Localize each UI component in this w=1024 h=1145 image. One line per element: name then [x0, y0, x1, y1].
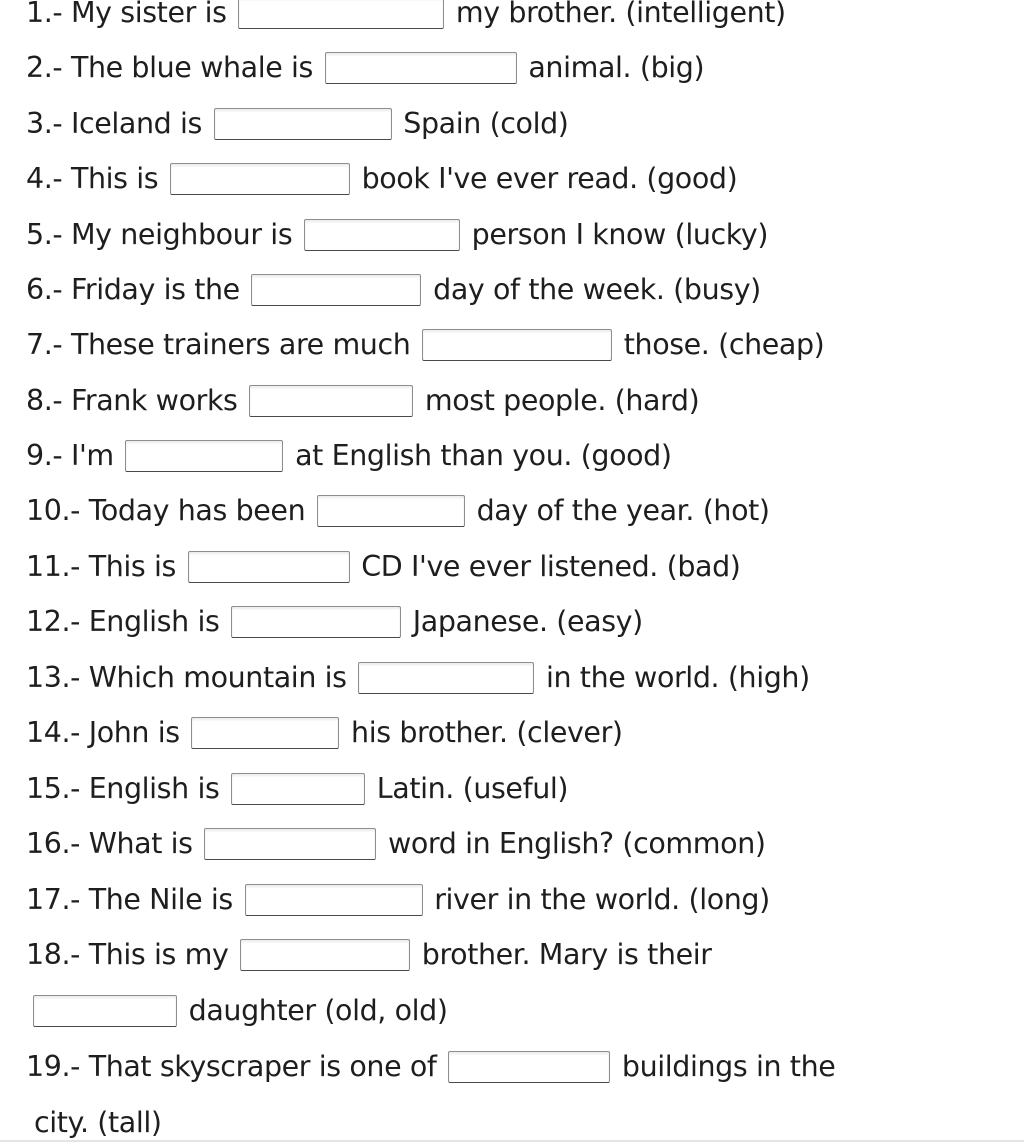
- exercise-11: [26, 546, 741, 586]
- exercise-number: 13.-: [26, 661, 81, 694]
- answer-input-10[interactable]: [317, 495, 465, 527]
- exercise-text-before: This is: [70, 162, 159, 195]
- exercise-text-before: This is my: [88, 938, 229, 971]
- exercise-text-before: Iceland is: [70, 107, 202, 140]
- answer-input-2[interactable]: [325, 52, 517, 84]
- exercise-text-after: at English than you. (good): [295, 439, 672, 472]
- exercise-19-continuation: [34, 1102, 162, 1142]
- exercise-number: 6.-: [26, 273, 63, 306]
- exercise-text-before: My sister is: [70, 0, 227, 29]
- exercise-text-after: buildings in the: [621, 1050, 836, 1083]
- answer-input-7[interactable]: [422, 329, 612, 361]
- answer-input-13[interactable]: [358, 662, 534, 694]
- exercise-4: [26, 158, 737, 198]
- exercise-number: 8.-: [26, 384, 63, 417]
- exercise-text-before: I'm: [70, 439, 114, 472]
- exercise-text-before: That skyscraper is one of: [88, 1050, 437, 1083]
- exercise-number: 10.-: [26, 494, 81, 527]
- exercise-19: [26, 1046, 835, 1086]
- answer-input-18b[interactable]: [33, 995, 177, 1027]
- answer-input-4[interactable]: [170, 163, 350, 195]
- exercise-number: 16.-: [26, 827, 81, 860]
- answer-input-19[interactable]: [448, 1051, 610, 1083]
- answer-input-6[interactable]: [251, 274, 421, 306]
- answer-input-17[interactable]: [245, 884, 423, 916]
- exercise-text-after: Japanese. (easy): [412, 605, 643, 638]
- exercise-5: [26, 214, 768, 254]
- exercise-number: 2.-: [26, 51, 63, 84]
- answer-input-9[interactable]: [125, 440, 283, 472]
- exercise-17: [26, 879, 770, 919]
- exercise-text-after: his brother. (clever): [351, 716, 623, 749]
- exercise-13: [26, 657, 810, 697]
- answer-input-1[interactable]: [238, 0, 444, 29]
- exercise-number: 17.-: [26, 883, 81, 916]
- exercise-text-before: English is: [88, 772, 220, 805]
- exercise-text-after: animal. (big): [528, 51, 705, 84]
- answer-input-16[interactable]: [204, 828, 376, 860]
- exercise-10: [26, 490, 770, 530]
- exercise-text-before: My neighbour is: [70, 218, 293, 251]
- exercise-text-after: most people. (hard): [424, 384, 700, 417]
- exercise-number: 11.-: [26, 550, 81, 583]
- exercise-text-after: Latin. (useful): [376, 772, 569, 805]
- exercise-text-before: These trainers are much: [70, 328, 411, 361]
- exercise-text-before: The blue whale is: [70, 51, 313, 84]
- exercise-text-after: day of the year. (hot): [476, 494, 770, 527]
- exercise-text-after: day of the week. (busy): [433, 273, 761, 306]
- exercise-number: 7.-: [26, 328, 63, 361]
- exercise-text-after: Spain (cold): [403, 107, 569, 140]
- exercise-16: [26, 823, 766, 863]
- page-bottom-divider: [0, 1140, 1024, 1142]
- exercise-number: 4.-: [26, 162, 63, 195]
- exercise-number: 5.-: [26, 218, 63, 251]
- exercise-text-after: book I've ever read. (good): [361, 162, 738, 195]
- exercise-text-after: in the world. (high): [545, 661, 810, 694]
- exercise-text-before: Which mountain is: [88, 661, 347, 694]
- exercise-text-before: John is: [88, 716, 180, 749]
- answer-input-3[interactable]: [214, 108, 392, 140]
- answer-input-12[interactable]: [231, 606, 401, 638]
- exercise-number: 1.-: [26, 0, 63, 29]
- exercise-7: [26, 324, 824, 364]
- exercise-text-before: Friday is the: [70, 273, 240, 306]
- exercise-number: 9.-: [26, 439, 63, 472]
- exercise-text-after: river in the world. (long): [434, 883, 770, 916]
- exercise-text-after: city. (tall): [34, 1106, 162, 1139]
- exercise-text-before: English is: [88, 605, 220, 638]
- exercise-text-after: word in English? (common): [387, 827, 766, 860]
- answer-input-15[interactable]: [231, 773, 365, 805]
- answer-input-8[interactable]: [249, 385, 413, 417]
- exercise-text-after: person I know (lucky): [471, 218, 769, 251]
- exercise-number: 12.-: [26, 605, 81, 638]
- exercise-6: [26, 269, 761, 309]
- exercise-8: [26, 380, 699, 420]
- exercise-text-before: Today has been: [88, 494, 306, 527]
- exercise-14: [26, 712, 623, 752]
- exercise-text-after: daughter (old, old): [188, 994, 448, 1027]
- answer-input-5[interactable]: [304, 219, 460, 251]
- exercise-18: [26, 934, 712, 974]
- exercise-18-continuation: [30, 990, 448, 1030]
- exercise-text-after: CD I've ever listened. (bad): [361, 550, 741, 583]
- exercise-text-after: brother. Mary is their: [421, 938, 712, 971]
- answer-input-11[interactable]: [188, 551, 350, 583]
- exercise-text-after: those. (cheap): [623, 328, 825, 361]
- exercise-9: [26, 435, 672, 475]
- exercise-text-before: What is: [88, 827, 193, 860]
- exercise-text-before: This is: [88, 550, 176, 583]
- exercise-text-before: Frank works: [70, 384, 238, 417]
- exercise-15: [26, 768, 568, 808]
- exercise-1: [26, 0, 786, 32]
- exercise-number: 19.-: [26, 1050, 81, 1083]
- exercise-number: 14.-: [26, 716, 81, 749]
- exercise-12: [26, 601, 643, 641]
- exercise-3: [26, 103, 569, 143]
- exercise-2: [26, 47, 704, 87]
- answer-input-14[interactable]: [191, 717, 339, 749]
- exercise-number: 3.-: [26, 107, 63, 140]
- exercise-text-before: The Nile is: [88, 883, 233, 916]
- exercise-number: 15.-: [26, 772, 81, 805]
- answer-input-18a[interactable]: [240, 939, 410, 971]
- exercise-text-after: my brother. (intelligent): [455, 0, 786, 29]
- exercise-number: 18.-: [26, 938, 81, 971]
